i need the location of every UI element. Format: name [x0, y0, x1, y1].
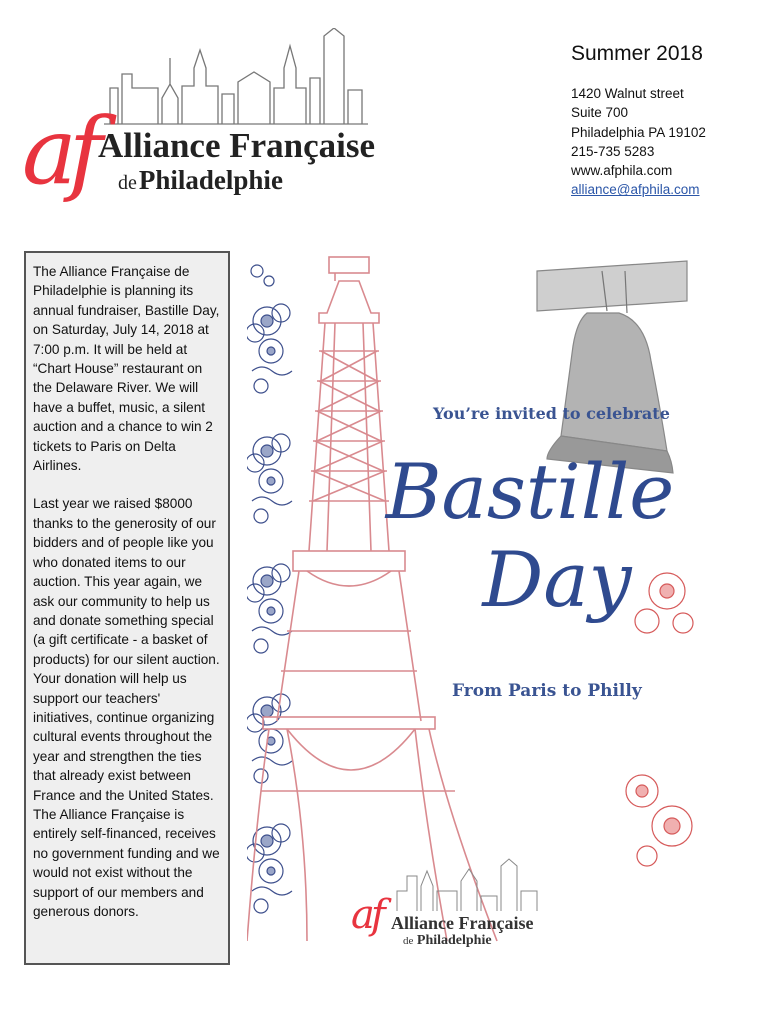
contact-city: Philadelphia PA 19102	[571, 124, 706, 140]
contact-suite: Suite 700	[571, 105, 629, 121]
fundraiser-text-box	[24, 251, 230, 965]
flyer-title-day: Day	[482, 535, 632, 624]
fundraiser-paragraph-1: The Alliance Française de Philadelphie is planning its annual fundraiser, Bastille Day, on Saturday, July 14, 2018 at 7:00 p.m. It will be held at “Chart House” restaurant on the Delaware River. We will have a buffet, music, a silent auction and a chance to win 2 tickets to Paris on Delta Airlines.	[33, 264, 220, 474]
contact-phone: 215-735 5283	[571, 143, 655, 159]
contact-street: 1420 Walnut street	[571, 86, 684, 101]
contact-email-link[interactable]: alliance@afphila.com	[571, 182, 700, 198]
fundraiser-paragraph-2: Last year we raised $8000 thanks to the generosity of our bidders and of people like you who donated items to our auction. This year again, we ask our community to help us and donate something special (a gift certificate - a basket of products) for our silent auction. Your donation will help us support our teachers' initiatives, continue organizing cultural events throughout the year and strengthen the ties that already exist between France and the United States. The Alliance Française is entirely self-financed, receives no government funding and we would not exist without the support of our members and generous donors.	[33, 496, 220, 919]
flyer-title-bastille: Bastille	[385, 447, 675, 536]
logo-organization-name: Alliance Française	[98, 126, 376, 165]
flyer-tagline: From Paris to Philly	[452, 681, 642, 701]
flyer-logo-city	[403, 933, 492, 949]
liberty-bell-icon	[537, 261, 687, 473]
flyer-logo-de: de	[403, 935, 414, 947]
flyer-logo-city-name: Philadelphie	[416, 933, 492, 948]
contact-website: www.afphila.com	[571, 163, 673, 179]
logo-organization-city	[118, 165, 283, 198]
contact-block	[571, 40, 761, 200]
flyer-invite-text: You’re invited to celebrate	[433, 404, 670, 423]
bastille-day-flyer	[247, 251, 695, 960]
af-mark: af	[22, 98, 95, 205]
logo-city-name: Philadelphie	[138, 165, 283, 195]
flyer-af-mark: af	[351, 892, 382, 938]
floral-lace-border-icon	[247, 265, 292, 913]
logo-de: de	[118, 172, 137, 194]
flyer-logo-name: Alliance Française	[391, 913, 534, 933]
alliance-francaise-logo	[18, 28, 398, 203]
edition-title: Summer 2018	[571, 42, 703, 65]
philadelphia-skyline-icon	[397, 859, 537, 911]
